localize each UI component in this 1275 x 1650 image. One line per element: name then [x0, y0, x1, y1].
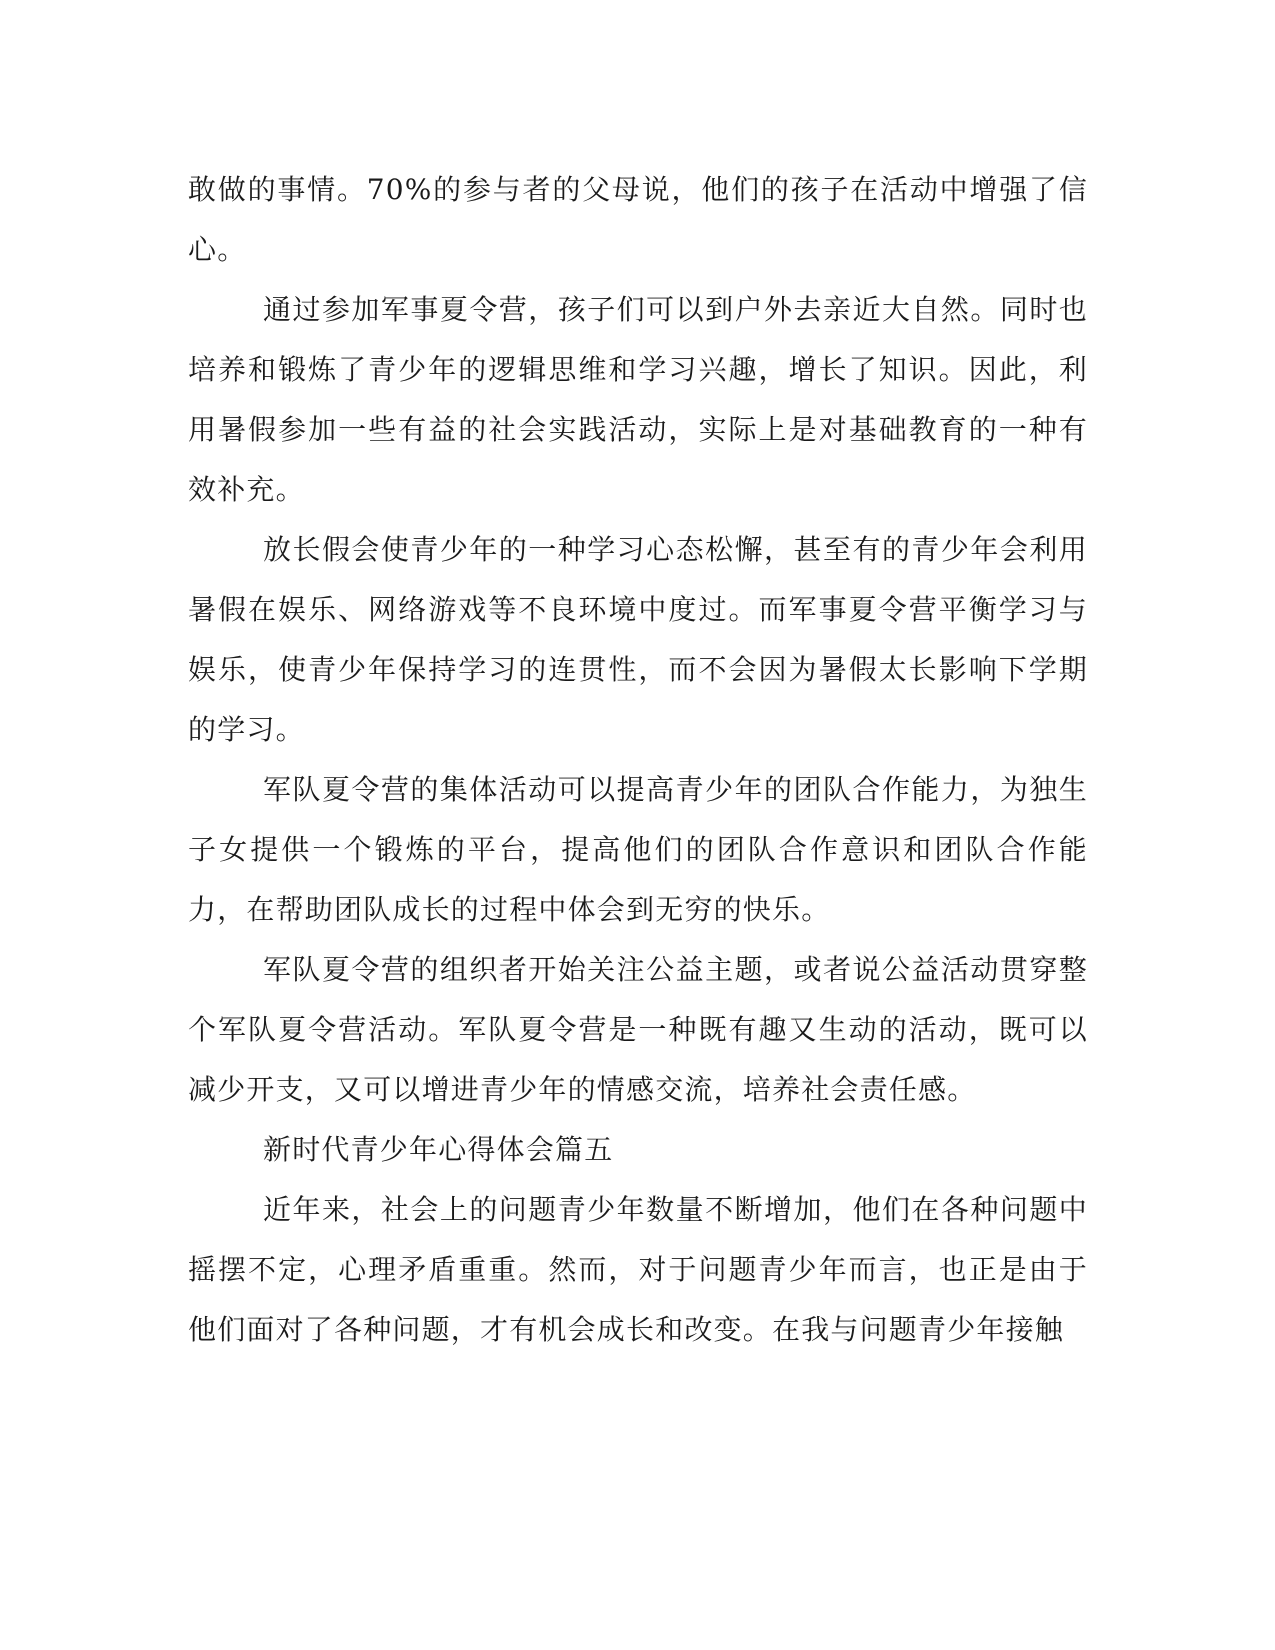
paragraph-continuation: 敢做的事情。70%的参与者的父母说，他们的孩子在活动中增强了信心。 — [188, 173, 1088, 266]
paragraph-problem-youth: 近年来，社会上的问题青少年数量不断增加，他们在各种问题中摇摆不定，心理矛盾重重。然而，对于问题青少年而言，也正是由于他们面对了各种问题，才有机会成长和改变。在我与问题青少年接触 — [188, 1193, 1088, 1346]
document-body — [188, 160, 1088, 1360]
paragraph-teamwork: 军队夏令营的集体活动可以提高青少年的团队合作能力，为独生子女提供一个锻炼的平台，提高他们的团队合作意识和团队合作能力，在帮助团队成长的过程中体会到无穷的快乐。 — [188, 773, 1088, 926]
paragraph-public-welfare: 军队夏令营的组织者开始关注公益主题，或者说公益活动贯穿整个军队夏令营活动。军队夏令营是一种既有趣又生动的活动，既可以减少开支，又可以增进青少年的情感交流，培养社会责任感。 — [188, 953, 1088, 1106]
paragraph-outdoor-nature: 通过参加军事夏令营，孩子们可以到户外去亲近大自然。同时也培养和锻炼了青少年的逻辑思维和学习兴趣，增长了知识。因此，利用暑假参加一些有益的社会实践活动，实际上是对基础教育的一种有效补充。 — [188, 293, 1088, 506]
paragraph-long-vacation: 放长假会使青少年的一种学习心态松懈，甚至有的青少年会利用暑假在娱乐、网络游戏等不良环境中度过。而军事夏令营平衡学习与娱乐，使青少年保持学习的连贯性，而不会因为暑假太长影响下学期的学习。 — [188, 533, 1088, 746]
section-heading: 新时代青少年心得体会篇五 — [263, 1133, 614, 1166]
